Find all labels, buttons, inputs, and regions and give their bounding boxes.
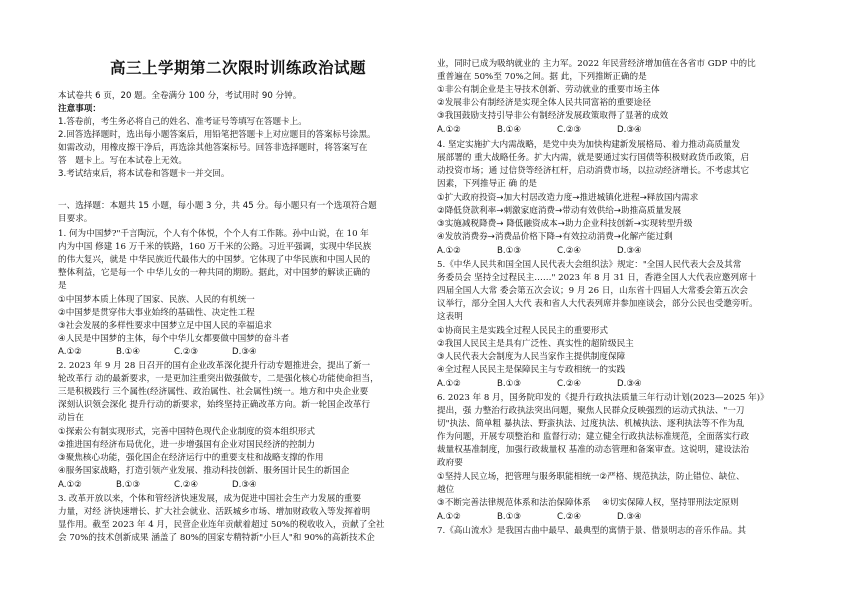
option: B.①④ — [116, 347, 141, 357]
q3-stem: 业，同时已成为吸纳就业的 主力军。2022 年民营经济增加值在各省市 GDP 中的比 — [437, 59, 756, 69]
q5-stem: 5.《中华人民共和国全国人民代表大会组织法》规定："全国人民代表大会及其常 — [437, 260, 742, 270]
q3-stem: 会 70%的技术创新成果 涵盖了 80%的国家专精特新"小巨人"和 90%的高新技术企 — [58, 533, 375, 543]
q4-statement: ①扩大政府投资→加大村居改造力度→推进城镇化进程→释放国内需求 — [437, 193, 699, 203]
q7-stem: 7.《高山流水》是我国古曲中最早、最典型的寓情于景、借景明志的音乐作品。其 — [437, 526, 746, 536]
q3-statement: ②发展非公有制经济是实现全体人民共同富裕的重要途径 — [437, 98, 651, 108]
q5-stem: 四届全国人大常 委会第五次会议；9 月 26 日，山东省十四届人大常委会第五次会 — [437, 286, 748, 296]
q2-stem: 动旨在 — [58, 413, 84, 423]
q1-stem: 内为中国 修建 16 万千米的铁路，160 万千米的公路。习近平强调，实现中华民族 — [58, 242, 372, 252]
q6-statement: ①坚持人民立场，把管理与服务职能相统一②严格、规范执法，防止错位、缺位、 — [437, 472, 745, 482]
q5-stem: 务委员会 坚持全过程民主……" 2023 年 8 月 31 日，香港全国人大代表应邀列席十 — [437, 273, 757, 283]
q4-statement: ③实施减税降费→ 降低融资成本→助力企业科技创新→实现转型升级 — [437, 219, 693, 229]
q5-statement: ④全过程人民民主是保障民主与专政相统一的实践 — [437, 365, 626, 375]
intro-line: 1.答卷前，考生务必将自己的姓名、准考证号等填写在答题卡上。 — [58, 117, 307, 127]
option: D.③④ — [617, 246, 642, 256]
q1-options — [58, 346, 290, 358]
option: C.②④ — [557, 379, 582, 389]
q2-statement: ④服务国家战略，打造引领产业发展、推动科技创新、服务国计民生的新国企 — [58, 466, 350, 476]
q5-statement: ③人民代表大会制度为人民当家作主提供制度保障 — [437, 352, 626, 362]
q4-stem: 展部署的 重大战略任务。扩大内需，就是要通过实行国债等积极财政货币政策，启 — [437, 153, 750, 163]
notice-heading: 注意事项： — [58, 104, 101, 114]
option: D.③④ — [232, 347, 257, 357]
option: B.①③ — [497, 246, 522, 256]
intro-line: 答 题卡上。写在本试卷上无效。 — [58, 156, 187, 166]
q4-statement: ④发放消费券→消费品价格下降→有效拉动消费→化解产能过剩 — [437, 232, 673, 242]
q1-statement: ④人民是中国梦的主体，每个中华儿女都要做中国梦的奋斗者 — [58, 334, 290, 344]
q2-stem: 2. 2023 年 9 月 28 日召开的国有企业改革深化提升行动专题推进会，提出了新一 — [58, 361, 371, 371]
q1-stem: 1. 何为中国梦?"千言陶沅，个人有个体悦，个个人有工作陈。孙中山说，在 10 年 — [58, 229, 369, 239]
option: B.①③ — [116, 480, 141, 490]
q2-stem: 轮改革行 动的最新要求，一是更加注重突出做强做专，二是强化核心功能使命担当， — [58, 374, 379, 384]
option: D.③④ — [617, 512, 642, 522]
option: D.③④ — [617, 125, 642, 135]
option: D.③④ — [232, 480, 257, 490]
option: A.①② — [58, 480, 82, 490]
option: C.②③ — [174, 347, 199, 357]
q5-stem: 这表明 — [437, 312, 463, 322]
q1-statement: ②中国梦是贯穿伟大事业始终的基础性、决定性工程 — [58, 308, 255, 318]
q3-stem: 力量，对经 济快速增长、扩大社会就业、活跃城乡市场、增加财政收入等发挥着明 — [58, 507, 371, 517]
q4-stem: 因素，下列推导正 确 的是 — [437, 179, 537, 189]
intro-line: 本试卷共 6 页，20 题。全卷满分 100 分，考试用时 90 分钟。 — [58, 91, 302, 101]
option: B.①③ — [497, 379, 522, 389]
q2-statement: ②推进国有经济布局优化，进一步增强国有企业对国民经济的控制力 — [58, 440, 315, 450]
q1-stem: 是 — [58, 281, 67, 291]
q6-statement: ③不断完善法律规范体系和法治保障体系 ④切实保障人权，坚持罪刑法定原则 — [437, 498, 739, 508]
q1-stem: 的伟大复兴，就是 中华民族近代最伟大的中国梦。它体现了中华民族和中国人民的 — [58, 255, 371, 265]
q6-stem: 裁量权基准制度，加强行政裁量权 基准的动态管理和备案审查。这说明，建设法治 — [437, 445, 750, 455]
q5-statement: ①协商民主是实践全过程人民民主的重要形式 — [437, 326, 608, 336]
q6-options — [437, 511, 677, 523]
q6-stem: 切"执法、简单粗 暴执法、野蛮执法、过度执法、机械执法、逐利执法等不作为乱 — [437, 419, 745, 429]
q3-stem: 显作用。截至 2023 年 4 月，民营企业连年贡献着超过 50%的税收收入，贡献了全社 — [58, 520, 385, 530]
option: C.②④ — [557, 512, 582, 522]
q2-stem: 三是积极践行 三个属性(经济属性、政治属性、社会属性)统一。地方和中央企业要 — [58, 387, 369, 397]
q5-options — [437, 378, 677, 390]
q6-stem: 提出，强 力整治行政执法突出问题，聚焦人民群众反映强烈的运动式执法、"一刀 — [437, 406, 745, 416]
q6-stem: 政府要 — [437, 458, 463, 468]
q6-statement: 越位 — [437, 485, 455, 495]
q3-stem: 重普遍在 50%至 70%之间。据 此，下列推断正确的是 — [437, 72, 647, 82]
q3-statement: ①非公有制企业是主导技术创新、劳动就业的重要市场主体 — [437, 85, 660, 95]
option: D.③④ — [617, 379, 642, 389]
option: A.①② — [58, 347, 82, 357]
intro-line: 如需改动，用橡皮擦干净后，再选涂其他答案标号。回答非选择题时，将答案写在 — [58, 143, 368, 153]
q2-statement: ①探索公有制实现形式，完善中国特色现代企业制度的资本组织形式 — [58, 427, 315, 437]
q5-stem: 议举行，部分全国人大代 表和省人大代表列席并参加座谈会，部分公民也受邀旁听。 — [437, 299, 758, 309]
page-title: 高三上学期第二次限时训练政治试题 — [109, 59, 366, 77]
q3-statement: ③我国鼓励支持引导非公有制经济发展政策取得了显著的成效 — [437, 111, 669, 121]
q2-options — [58, 479, 290, 491]
intro-line: 3.考试结束后，将本试卷和答题卡一并交回。 — [58, 169, 230, 179]
option: A.①② — [437, 246, 461, 256]
section-heading: 目要求。 — [58, 214, 93, 224]
q6-stem: 6. 2023 年 8 月，国务院印发的《提升行政执法质量三年行动计划(2023—2025 年)》 — [437, 393, 769, 403]
option: B.①③ — [497, 512, 522, 522]
q5-statement: ②我国人民民主是具有广泛性、真实性的超阶级民主 — [437, 339, 634, 349]
option: A.①② — [437, 512, 461, 522]
section-heading: 一、选择题：本题共 15 小题，每小题 3 分，共 45 分。每小题只有一个选项符合题 — [58, 201, 377, 211]
q2-statement: ③聚焦核心功能，强化国企在经济运行中的重要支柱和战略支撑的作用 — [58, 453, 324, 463]
q4-options — [437, 245, 677, 257]
q1-statement: ①中国梦本质上体现了国家、民族、人民的有机统一 — [58, 295, 255, 305]
q4-stem: 4. 坚定实施扩大内需战略，是党中央为加快构建新发展格局、着力推动高质量发 — [437, 140, 741, 150]
q3-stem: 3. 改革开放以来，个体和管经济快速发展，成为促进中国社会生产力发展的重要 — [58, 494, 362, 504]
option: C.②④ — [174, 480, 199, 490]
q4-stem: 动投资市场；通 过信贷等经济杠杆，启动消费市场，以拉动经济增长。不考虑其它 — [437, 166, 750, 176]
q6-stem: 作为问题，开展专项整治和 监督行动；建立健全行政执法标准规范，全面落实行政 — [437, 432, 750, 442]
option: A.①② — [437, 379, 461, 389]
q4-statement: ②降低贷款利率→刺激家庭消费→带动有效供给→助推高质量发展 — [437, 206, 682, 216]
option: B.①④ — [497, 125, 522, 135]
q1-stem: 整体利益，它是每一个 中华儿女的一种共同的期盼。据此，对中国梦的解读正确的 — [58, 268, 371, 278]
option: C.②③ — [557, 125, 582, 135]
option: A.①② — [437, 125, 461, 135]
q3-options — [437, 124, 677, 136]
option: C.②④ — [557, 246, 582, 256]
q1-statement: ③社会发展的多样性要求中国梦立足中国人民的幸福追求 — [58, 321, 272, 331]
q2-stem: 深刻认识领会深化 提升行动的新要求，始终坚持正确改革方向。新一轮国企改革行 — [58, 400, 371, 410]
intro-line: 2.回答选择题时，选出每小题答案后，用铅笔把答题卡上对应题目的答案标号涂黑。 — [58, 130, 376, 140]
